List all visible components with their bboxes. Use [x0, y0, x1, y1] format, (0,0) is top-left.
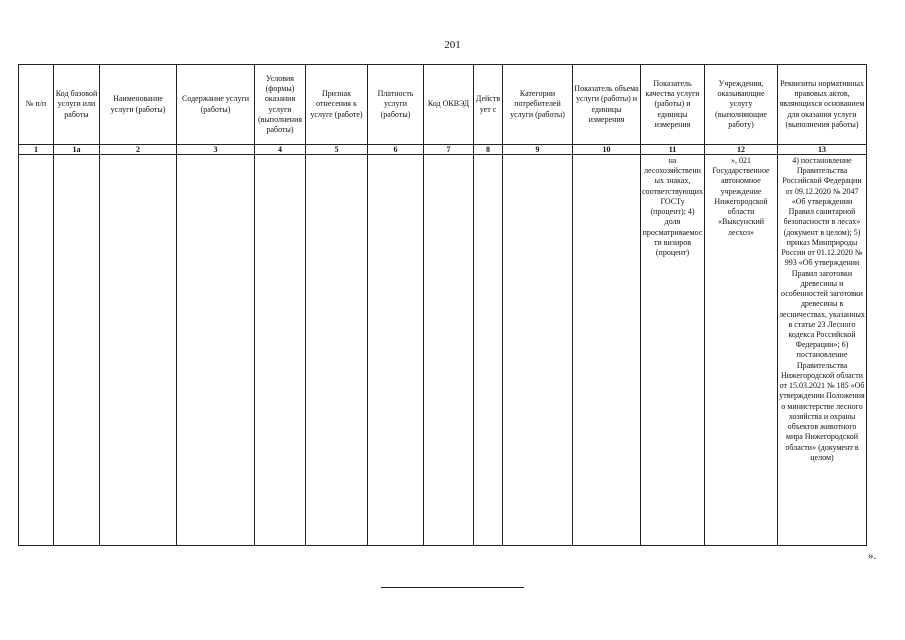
column-number: 11: [641, 145, 705, 155]
header-cell-5: Признак отнесения к услуге (работе): [306, 65, 368, 145]
header-cell-1a: Код базовой услуги или работы: [54, 65, 100, 145]
header-cell-11: Показатель качества услуги (работы) и единицы измерения: [641, 65, 705, 145]
column-number: 9: [503, 145, 573, 155]
cell-attribute: [306, 155, 368, 546]
column-number: 13: [778, 145, 867, 155]
cell-volume-indicator: [573, 155, 641, 546]
column-number: 5: [306, 145, 368, 155]
header-row: [19, 65, 867, 145]
header-cell-13: Реквизиты нормативных правовых актов, являющихся основанием для оказания услуги (выполнения работы): [778, 65, 867, 145]
page-number: 201: [444, 39, 461, 51]
column-number: 8: [474, 145, 503, 155]
column-number: 7: [424, 145, 474, 155]
header-cell-9: Категории потребителей услуги (работы): [503, 65, 573, 145]
column-number: 12: [705, 145, 778, 155]
services-registry-table: [18, 64, 867, 546]
column-number: 4: [255, 145, 306, 155]
cell-service-name: [100, 155, 177, 546]
header-cell-1: № п/п: [19, 65, 54, 145]
closing-quote-mark: ».: [868, 550, 877, 562]
column-number-row: [19, 145, 867, 155]
cell-payment: [368, 155, 424, 546]
cell-consumers: [503, 155, 573, 546]
column-number: 3: [177, 145, 255, 155]
header-cell-3: Содержание услуги (работы): [177, 65, 255, 145]
cell-service-content: [177, 155, 255, 546]
header-cell-10: Показатель объема услуги (работы) и единицы измерения: [573, 65, 641, 145]
header-cell-4: Условия (формы) оказания услуги (выполнения работы): [255, 65, 306, 145]
header-cell-2: Наименование услуги (работы): [100, 65, 177, 145]
header-cell-8: Действует с: [474, 65, 503, 145]
cell-institutions: », 021 Государственное автономное учреждение Нижегородской области «Выксунский лесхоз»: [705, 155, 778, 546]
header-cell-7: Код ОКВЭД: [424, 65, 474, 145]
header-cell-6: Платность услуги (работы): [368, 65, 424, 145]
footnote-separator: [381, 587, 524, 588]
cell-valid-from: [474, 155, 503, 546]
cell-conditions: [255, 155, 306, 546]
column-number: 1: [19, 145, 54, 155]
cell-number: [19, 155, 54, 546]
cell-base-code: [54, 155, 100, 546]
table-row: [19, 155, 867, 546]
column-number: 2: [100, 145, 177, 155]
cell-quality-indicator: на лесохозяйственных знаках, соответствующих ГОСТу (процент); 4) доля просматриваемости визиров (процент): [641, 155, 705, 546]
cell-legal-acts: 4) постановление Правительства Российской Федерации от 09.12.2020 № 2047 «Об утверждении Правил санитарной безопасности в лесах» (документ в целом); 5) приказ Минприроды России от 01.12.2020 № 993 «Об утверждении Правил заготовки древесины и особенностей заготовки древесины в лесничествах, указанных в статье 23 Лесного кодекса Российской Федерации»; 6) постановление Правительства Нижегородской области от 15.03.2021 № 185 «Об утверждении Положения о министерстве лесного хозяйства и охраны объектов животного мира Нижегородской области» (документ в целом): [778, 155, 867, 546]
header-cell-12: Учреждения, оказывающие услугу (выполняющие работу): [705, 65, 778, 145]
cell-okved: [424, 155, 474, 546]
column-number: 1а: [54, 145, 100, 155]
column-number: 10: [573, 145, 641, 155]
column-number: 6: [368, 145, 424, 155]
